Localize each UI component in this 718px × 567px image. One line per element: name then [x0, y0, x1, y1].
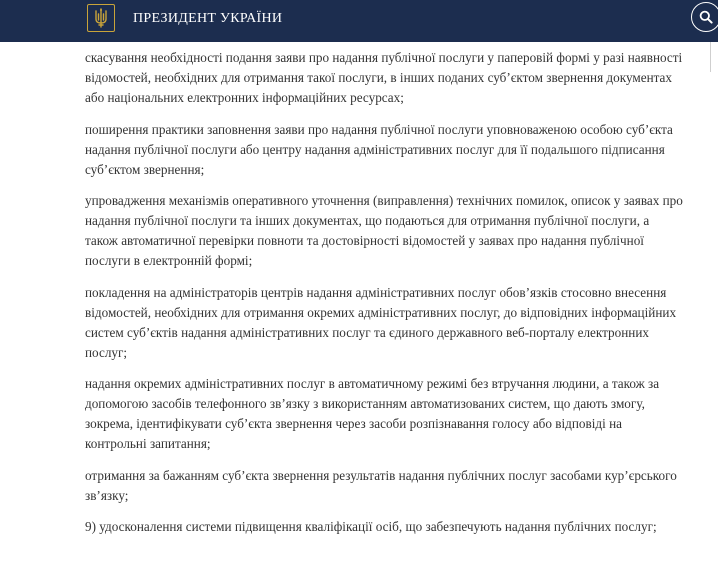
- paragraph: надання окремих адміністративних послуг в автоматичному режимі без втручання людини, а також за допомогою засобів телефонного зв’язку з використанням автоматизованих систем, що дають змогу, зокрема, ідентифікувати суб’єкта звернення через засоби розпізнавання голосу або відповіді на контрольні запитання;: [85, 376, 660, 451]
- document-body: [85, 48, 685, 549]
- scroll-indicator: [710, 42, 711, 72]
- paragraph: отримання за бажанням суб’єкта звернення результатів надання публічних послуг засобами кур’єрського зв’язку;: [85, 467, 677, 503]
- site-header: [0, 0, 718, 42]
- paragraph: упровадження механізмів оперативного уточнення (виправлення) технічних помилок, описок у заявах про надання публічної послуги та інших документах, що подаються для отримання публічної послуги, а також автоматичної перевірки повноти та достовірності відомостей у заявах про надання публічної послуги в електронній формі;: [85, 193, 683, 268]
- trident-emblem-icon[interactable]: [87, 4, 115, 32]
- search-button[interactable]: [691, 2, 718, 32]
- paragraph: покладення на адміністраторів центрів надання адміністративних послуг обов’язків стосовно внесення відомостей, необхідних для отримання окремих адміністративних послуг, до відповідних інформаційних систем суб’єктів надання адміністративних послуг та єдиного державного веб-порталу електронних послуг;: [85, 284, 677, 360]
- paragraph: скасування необхідності подання заяви про надання публічної послуги у паперовій формі у разі наявності відомостей, необхідних для отримання такої послуги, в інших поданих суб’єктом звернення документах або національних електронних інформаційних ресурсах;: [85, 50, 683, 105]
- search-icon: [699, 10, 713, 24]
- paragraph: 9) удосконалення системи підвищення кваліфікації осіб, що забезпечують надання публічних послуг;: [85, 519, 657, 534]
- paragraph: поширення практики заповнення заяви про надання публічної послуги уповноваженою особою суб’єкта надання публічної послуги або центру надання адміністративних послуг для її подальшого підписання суб’єктом звернення;: [85, 121, 673, 177]
- site-title[interactable]: ПРЕЗИДЕНТ УКРАЇНИ: [133, 11, 283, 26]
